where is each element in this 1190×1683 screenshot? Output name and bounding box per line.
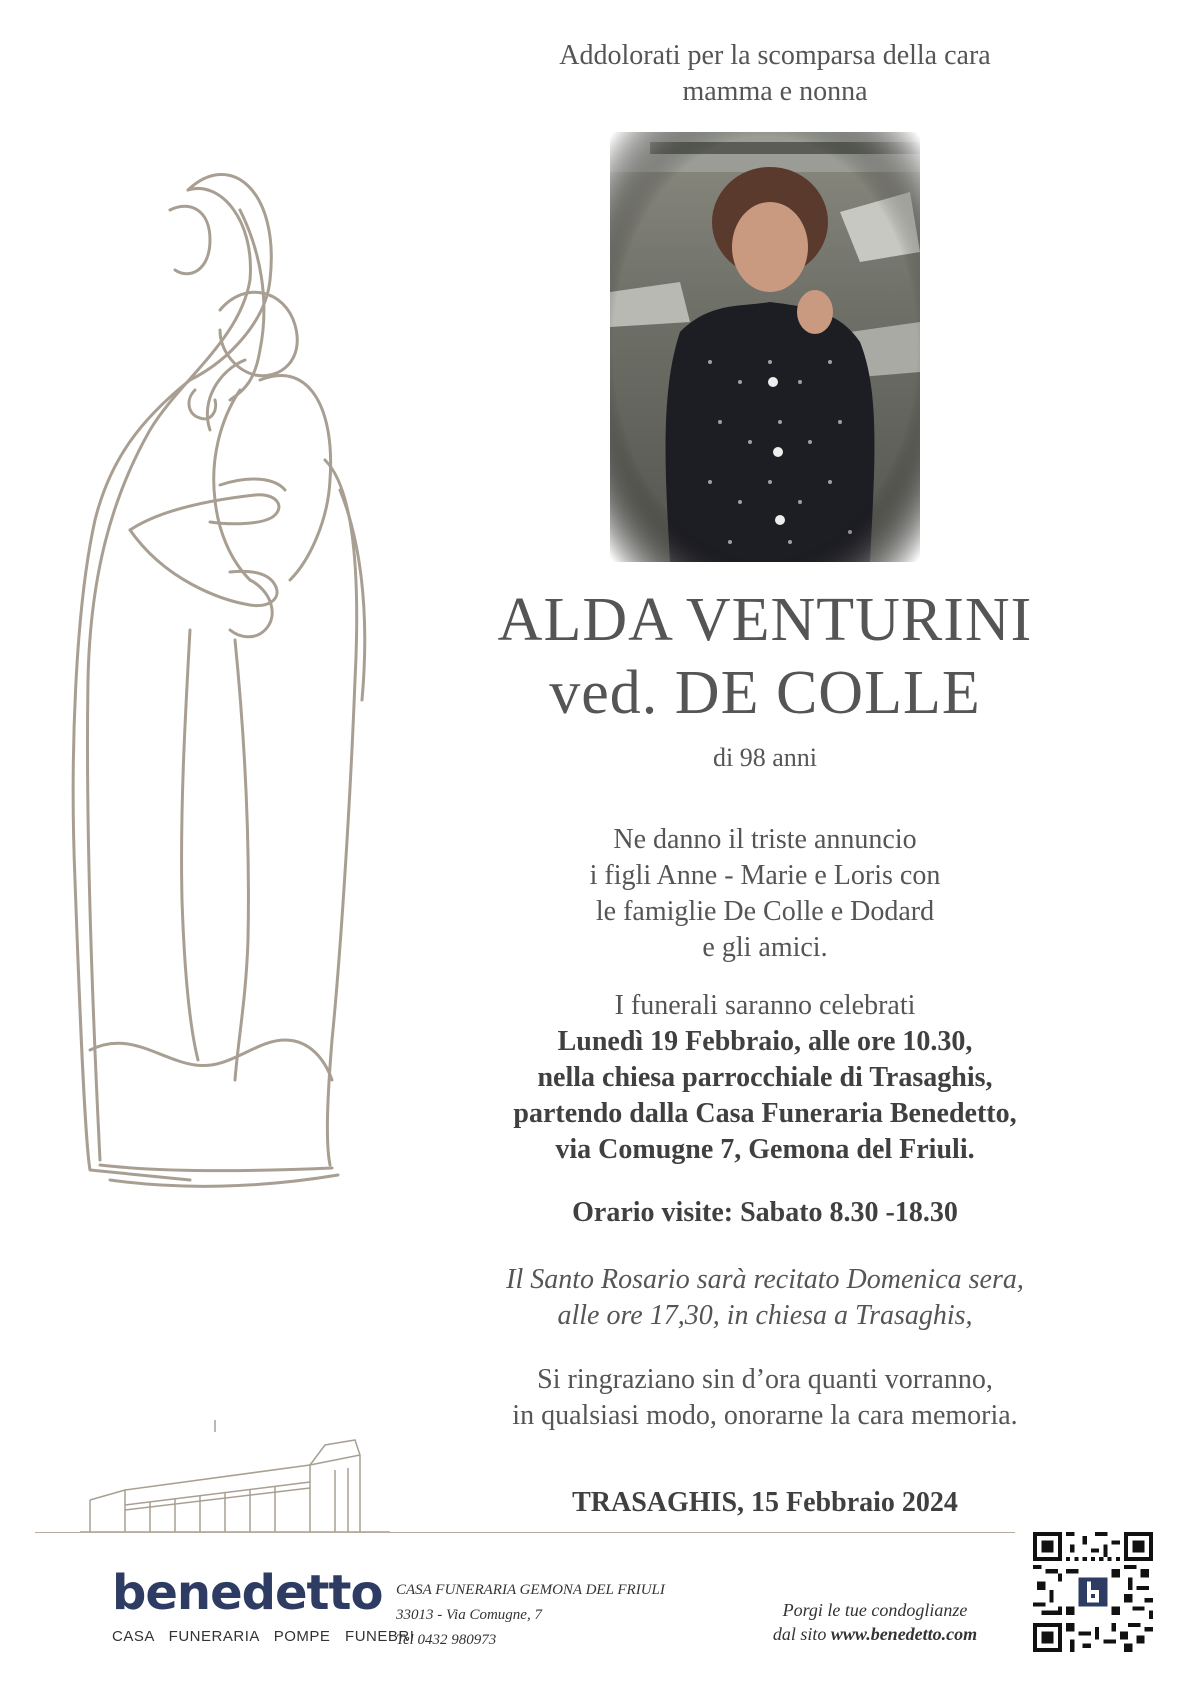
header-line-2: mamma e nonna [682,76,868,107]
deceased-maiden-name: ved. DE COLLE [549,659,981,727]
thanks-block [430,1362,1100,1434]
funeral-line: via Comugne 7, Gemona del Friuli. [555,1134,975,1165]
funeral-line: partendo dalla Casa Funeraria Benedetto, [513,1098,1017,1129]
announcement-line: Ne danno il triste annuncio [613,824,917,855]
header-line-1: Addolorati per la scomparsa della cara [559,40,991,71]
company-address: 33013 - Via Comugne, 7 [396,1607,542,1623]
benedetto-logo: benedetto [112,1565,383,1621]
visiting-hours: Orario visite: Sabato 8.30 -18.30 [572,1197,958,1228]
thanks-line: Si ringraziano sin d’ora quanti vorranno, [537,1364,993,1395]
rosary-block [430,1262,1100,1334]
funeral-line: Lunedì 19 Febbraio, alle ore 10.30, [557,1026,973,1057]
website-link[interactable]: www.benedetto.com [830,1624,978,1644]
company-phone: Tel 0432 980973 [396,1632,497,1648]
deceased-age: di 98 anni [713,743,817,772]
condolence-note [735,1598,1015,1646]
condolence-prefix: dal sito [772,1624,831,1644]
madonna-illustration-icon [70,160,400,1270]
announcement-line: le famiglie De Colle e Dodard [595,896,935,927]
deceased-name: ALDA VENTURINI [497,586,1033,654]
company-name: CASA FUNERARIA GEMONA DEL FRIULI [396,1582,665,1598]
announcement-line: e gli amici. [702,932,828,963]
funeral-intro: I funerali saranno celebrati [614,990,916,1021]
footer-divider [35,1532,1015,1533]
condolence-line: Porgi le tue condoglianze [782,1600,968,1620]
announcement-line: i figli Anne - Marie e Loris con [589,860,941,891]
funeral-home-building-icon [80,1420,390,1540]
portrait-photo [610,132,920,562]
condolence-site-line [735,1622,1015,1646]
rosary-line: alle ore 17,30, in chiesa a Trasaghis, [557,1300,973,1331]
funeral-line: nella chiesa parrocchiale di Trasaghis, [537,1062,993,1093]
thanks-line: in qualsiasi modo, onorarne la cara memoria. [512,1400,1018,1431]
place-and-date: TRASAGHIS, 15 Febbraio 2024 [572,1487,958,1518]
funeral-block [430,988,1100,1168]
announcement-block [430,822,1100,966]
company-info [396,1578,665,1653]
header-text [470,38,1080,110]
rosary-line: Il Santo Rosario sarà recitato Domenica sera, [506,1264,1024,1295]
logo-subtitle: CASA FUNERARIA POMPE FUNEBRI [112,1628,415,1645]
qr-code-icon[interactable] [1033,1532,1153,1652]
